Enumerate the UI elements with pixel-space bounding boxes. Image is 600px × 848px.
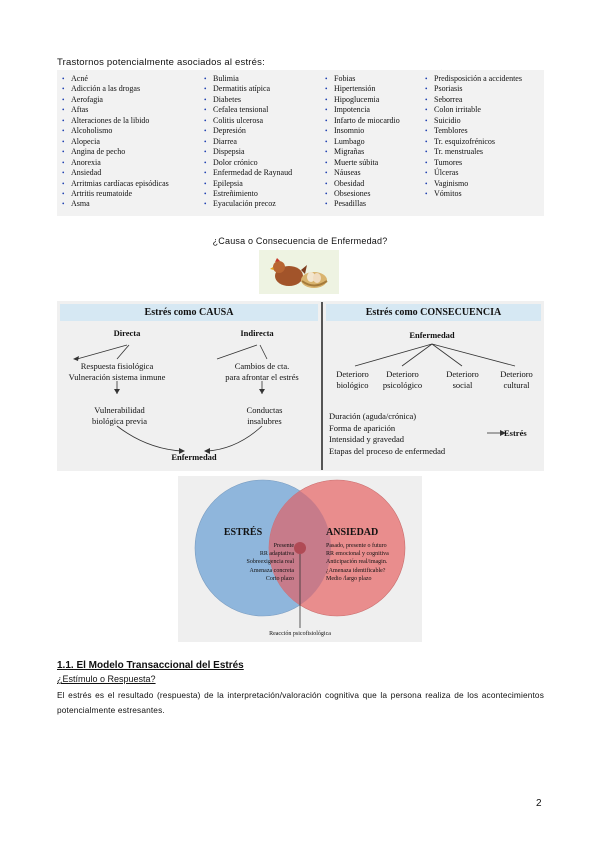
bullet-icon: • [62,95,65,104]
disorder-item [425,168,522,178]
bullet-icon: • [204,158,207,167]
bullet-icon: • [62,148,65,157]
disorder-label: Depresión [213,126,246,136]
disorder-label: Insomnio [334,126,365,136]
disorder-item [204,189,292,199]
disorder-item [62,74,169,84]
disorder-item [425,158,522,168]
disorder-item [425,126,522,136]
disorder-item [204,147,292,157]
disorder-item [425,147,522,157]
disorder-item [325,74,400,84]
disorder-label: Aerofagia [71,94,103,104]
bullet-icon: • [425,179,428,188]
disorder-label: Diabetes [213,94,241,104]
anxiety-title: ANSIEDAD [326,527,379,538]
disorder-label: Anorexia [71,157,101,167]
disorder-label: Angina de pecho [71,147,126,157]
disorder-label: Migrañas [334,147,365,157]
disorder-item [62,199,169,209]
disorder-label: Alcoholismo [71,126,113,136]
disorder-item [204,137,292,147]
bullet-icon: • [325,95,328,104]
disorder-item [62,147,169,157]
stress-items: Presente RR adaptativa Sobreexigencia real Amenaza concreta Corto plazo [246,543,294,582]
bullet-icon: • [425,75,428,83]
disorder-item [62,105,169,115]
direct-label: Directa [113,328,141,338]
disorder-item [204,116,292,126]
disorders-table [57,70,544,216]
disorder-label: Úlceras [434,168,459,178]
bullet-icon: • [62,85,65,94]
bullet-icon: • [204,189,207,198]
bullet-icon: • [204,75,207,83]
disorder-item [204,126,292,136]
disorder-label: Arritmias cardíacas episódicas [71,178,169,188]
disorder-item [62,116,169,126]
disorder-label: Acné [71,74,88,83]
overlap-dot [294,542,306,554]
behavior-change: Cambios de cta. para afrontar el estrés [225,361,299,382]
branch-psychological: Deterioro psicológico [382,369,423,390]
disorder-label: Tr. esquizofrénicos [434,136,496,146]
bullet-icon: • [425,148,428,157]
bullet-icon: • [62,158,65,167]
indirect-label: Indirecta [240,328,274,338]
disorder-item [204,158,292,168]
disorder-label: Tr. menstruales [434,147,484,157]
disorder-label: Artritis reumatoide [71,188,133,198]
disorder-item [325,84,400,94]
disorder-item [204,179,292,189]
disorder-label: Hipoglucemia [334,94,380,104]
psychophysiological-reaction: Reacción psicofisiológica [269,631,331,637]
bullet-icon: • [204,127,207,136]
consequence-result-stress: Estrés [504,428,527,438]
bullet-icon: • [325,85,328,94]
bullet-icon: • [204,179,207,188]
disorder-item [425,137,522,147]
bullet-icon: • [204,85,207,94]
consequence-header: Estrés como CONSECUENCIA [326,304,541,321]
disorder-item [425,179,522,189]
bullet-icon: • [425,169,428,178]
biological-vulnerability: Vulnerabilidad biológica previa [92,405,147,426]
disorder-label: Colon irritable [434,105,481,115]
disorder-label: Vómitos [434,188,462,198]
bullet-icon: • [325,75,328,83]
bullet-icon: • [204,200,207,209]
disorder-label: Dermatitis atípica [213,84,271,94]
disorder-label: Estreñimiento [213,188,258,198]
bullet-icon: • [204,116,207,125]
disorder-item [425,189,522,199]
disorder-label: Alteraciones de la libido [71,115,150,125]
disorder-label: Enfermedad de Raynaud [213,168,293,178]
unhealthy-behaviors: Conductas insalubres [246,405,283,426]
disorder-item [325,147,400,157]
disorder-item [204,105,292,115]
bullet-icon: • [62,106,65,115]
disorder-item [425,95,522,105]
bullet-icon: • [62,179,65,188]
bullet-icon: • [62,116,65,125]
consequence-top-illness: Enfermedad [409,330,455,340]
disorder-label: Bulimia [213,74,239,83]
bullet-icon: • [325,169,328,178]
disorders-column-4 [425,74,522,199]
disorder-item [62,168,169,178]
bullet-icon: • [325,148,328,157]
disorder-label: Dolor crónico [213,157,258,167]
disorders-column-2 [204,74,292,210]
disorder-item [204,74,292,84]
disorder-item [62,95,169,105]
disorders-column-1 [62,74,169,210]
disorder-item [325,189,400,199]
branch-cultural: Deterioro cultural [500,369,533,390]
disorder-label: Impotencia [334,105,370,115]
bullet-icon: • [325,158,328,167]
physiological-response: Respuesta fisiológica Vulneración sistema inmune [68,361,166,382]
bullet-icon: • [325,189,328,198]
bullet-icon: • [425,189,428,198]
chicken-egg-icon [259,250,339,294]
disorder-label: Muerte súbita [334,157,379,167]
cause-heading: ¿Causa o Consecuencia de Enfermedad? [212,236,388,246]
bullet-icon: • [62,169,65,178]
disorder-label: Suicidio [434,115,461,125]
disorder-label: Psoriasis [434,84,463,94]
disorder-item [325,95,400,105]
chicken-egg-illustration [259,250,339,294]
disorder-item [62,137,169,147]
bullet-icon: • [325,200,328,209]
bullet-icon: • [62,137,65,146]
disorder-item [425,105,522,115]
bullet-icon: • [204,148,207,157]
disorder-item [62,179,169,189]
bullet-icon: • [425,95,428,104]
disorder-label: Epilepsia [213,178,243,188]
disorder-item [425,74,522,84]
anxiety-items: Pasado, presente o futuro RR emocional y cognitiva Anticipación real/imagin. ¿Amenaza identificable? Medio /largo plazo [326,543,389,582]
disorder-item [325,158,400,168]
bullet-icon: • [62,127,65,136]
bullet-icon: • [425,137,428,146]
page-number: 2 [536,798,542,809]
cause-header: Estrés como CAUSA [60,304,318,321]
disorder-label: Obsesiones [334,188,371,198]
branch-social: Deterioro social [446,369,479,390]
disorder-item [325,168,400,178]
bullet-icon: • [204,95,207,104]
disorder-label: Eyaculación precoz [213,199,276,209]
disorder-label: Dispepsia [213,147,245,157]
disorder-label: Colitis ulcerosa [213,115,263,125]
disorder-item [325,105,400,115]
disorder-label: Infarto de miocardio [334,115,400,125]
illness-factors: Duración (aguda/crónica) Forma de aparición Intensidad y gravedad Etapas del proceso de enfermedad [329,411,446,456]
disorder-label: Diarrea [213,136,237,146]
disorder-label: Pesadillas [334,199,366,209]
disorder-item [204,168,292,178]
disorder-label: Hipertensión [334,84,376,94]
bullet-icon: • [204,106,207,115]
bullet-icon: • [62,200,65,209]
disorders-heading: Trastornos potencialmente asociados al estrés: [57,57,265,68]
stress-anxiety-venn [178,476,422,642]
bullet-icon: • [425,106,428,115]
body-paragraph: El estrés es el resultado (respuesta) de la interpretación/valoración cognitiva que la persona realiza de los acontecimientos potencialmente estresantes. [57,690,544,715]
bullet-icon: • [425,127,428,136]
bullet-icon: • [425,85,428,94]
disorder-label: Náuseas [334,168,361,178]
bullet-icon: • [425,158,428,167]
bullet-icon: • [62,189,65,198]
disorder-item [62,189,169,199]
disorder-item [204,199,292,209]
disorder-item [62,158,169,168]
disorder-item [62,84,169,94]
disorder-item [425,84,522,94]
stress-title: ESTRÉS [223,527,263,538]
disorder-item [325,137,400,147]
disorder-item [325,126,400,136]
bullet-icon: • [325,179,328,188]
disorder-label: Vaginismo [434,178,469,188]
cause-consequence-diagram [57,301,544,471]
disorder-item [204,95,292,105]
disorder-label: Asma [71,199,90,209]
disorder-item [325,199,400,209]
disorder-label: Aftas [71,105,89,115]
bullet-icon: • [325,106,328,115]
disorder-item [325,116,400,126]
cause-result-illness: Enfermedad [171,452,217,462]
disorder-label: Ansiedad [71,168,102,178]
disorder-label: Obesidad [334,178,365,188]
bullet-icon: • [425,116,428,125]
bullet-icon: • [325,127,328,136]
disorder-item [425,116,522,126]
disorder-item [204,84,292,94]
bullet-icon: • [62,75,65,83]
disorder-label: Tumores [434,157,463,167]
disorder-label: Fobias [334,74,356,83]
disorder-label: Adicción a las drogas [71,84,141,94]
bullet-icon: • [325,137,328,146]
disorder-label: Cefalea tensional [213,105,269,115]
disorder-item [62,126,169,136]
section-subtitle: ¿Estímulo o Respuesta? [57,674,156,684]
disorder-label: Alopecia [71,136,100,146]
disorder-item [325,179,400,189]
bullet-icon: • [204,169,207,178]
disorder-label: Predisposición a accidentes [434,74,522,83]
disorders-column-3 [325,74,400,210]
disorder-label: Seborrea [434,94,463,104]
disorder-label: Lumbago [334,136,365,146]
bullet-icon: • [204,137,207,146]
bullet-icon: • [325,116,328,125]
section-title: 1.1. El Modelo Transaccional del Estrés [57,660,244,671]
branch-biological: Deterioro biológico [336,369,369,390]
disorder-label: Temblores [434,126,468,136]
